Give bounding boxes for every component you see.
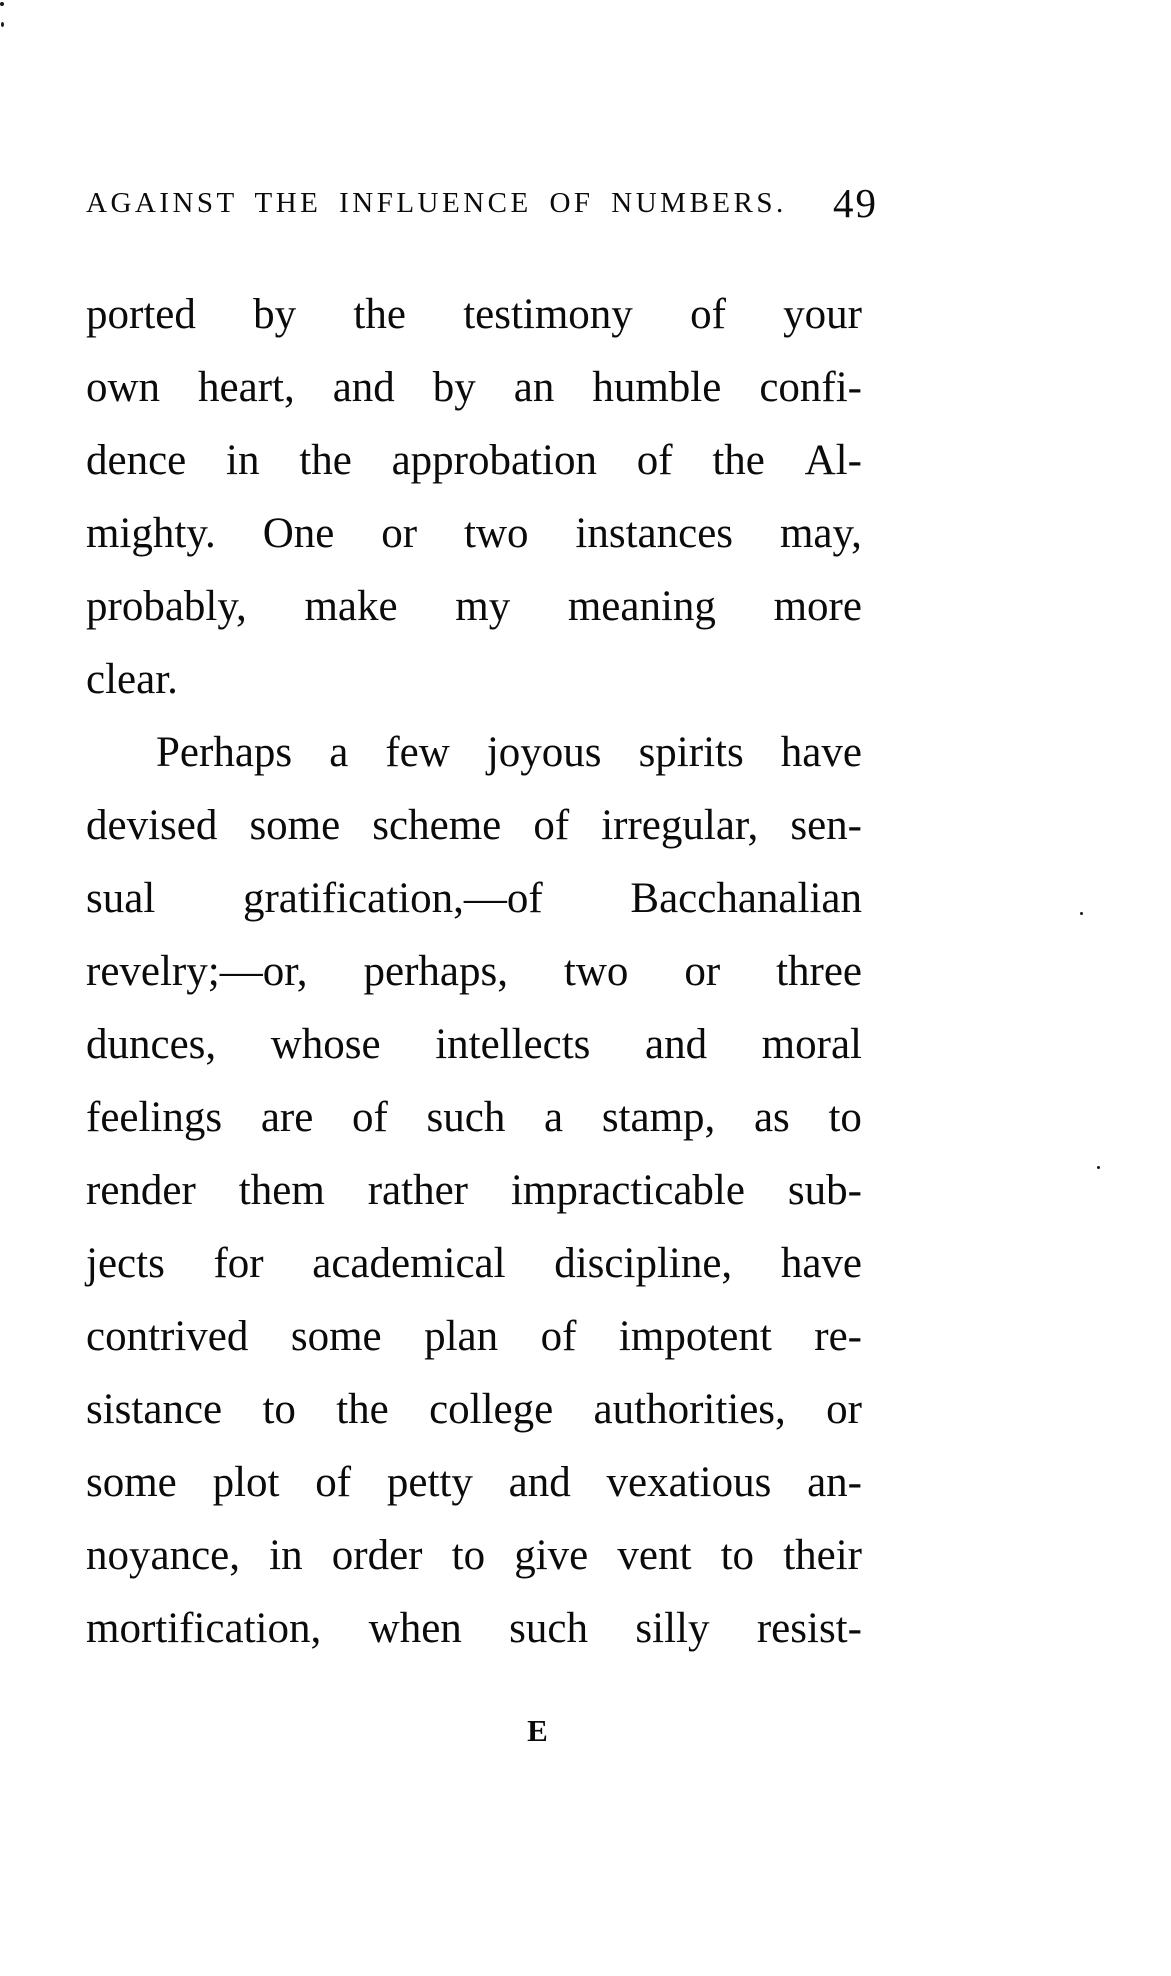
word: Al- <box>804 437 862 484</box>
scan-speck <box>1080 912 1083 915</box>
text-block <box>86 174 878 1757</box>
signature-mark: E <box>527 1713 549 1748</box>
word: order <box>331 1532 423 1579</box>
word: more <box>773 583 862 630</box>
word: of <box>352 1094 388 1141</box>
word: authorities, <box>593 1386 786 1433</box>
word: three <box>776 948 862 995</box>
word: resist- <box>756 1605 862 1652</box>
word: or <box>826 1386 862 1433</box>
word: spirits <box>638 729 744 776</box>
scan-speck <box>1097 1166 1100 1169</box>
word: to <box>828 1094 862 1141</box>
word: and <box>332 364 395 411</box>
signature-line <box>86 1711 862 1757</box>
word: and <box>508 1459 571 1506</box>
word: a <box>544 1094 564 1141</box>
word: sual <box>86 875 156 922</box>
text-line <box>86 1373 862 1446</box>
word: sub- <box>787 1167 862 1214</box>
word: of <box>540 1313 577 1360</box>
word: of <box>533 802 570 849</box>
text-line <box>86 1300 862 1373</box>
word: to <box>262 1386 296 1433</box>
word: some <box>290 1313 382 1360</box>
text-line <box>86 497 862 570</box>
word: in <box>226 437 260 484</box>
word: testimony <box>463 291 633 338</box>
running-title: AGAINST THE INFLUENCE OF NUMBERS. <box>86 187 787 219</box>
word: approbation <box>391 437 597 484</box>
text-line <box>86 1446 862 1519</box>
word: whose <box>270 1021 381 1068</box>
word: irregular, <box>601 802 759 849</box>
text-line <box>86 1008 862 1081</box>
word: two <box>464 510 529 557</box>
word: own <box>86 364 161 411</box>
word: an- <box>807 1459 862 1506</box>
word: joyous <box>486 729 602 776</box>
word: instances <box>575 510 734 557</box>
word: the <box>712 437 765 484</box>
word: discipline, <box>554 1240 733 1287</box>
text-line <box>86 643 862 716</box>
word: One <box>262 510 335 557</box>
word: the <box>299 437 352 484</box>
text-line <box>86 570 862 643</box>
text-line <box>86 278 862 351</box>
word: give <box>514 1532 589 1579</box>
word: an <box>513 364 555 411</box>
text-line <box>86 1592 862 1665</box>
word: confi- <box>759 364 862 411</box>
word: plot <box>212 1459 280 1506</box>
word: moral <box>761 1021 862 1068</box>
word: my <box>455 583 511 630</box>
word: some <box>249 802 341 849</box>
word: have <box>780 1240 862 1287</box>
word: devised <box>86 802 218 849</box>
word: such <box>426 1094 506 1141</box>
word: of <box>315 1459 352 1506</box>
word: have <box>780 729 862 776</box>
word: noyance, <box>86 1532 241 1579</box>
word: dence <box>86 437 187 484</box>
word: your <box>783 291 862 338</box>
word: a <box>329 729 349 776</box>
text-line <box>86 789 862 862</box>
word: sistance <box>86 1386 223 1433</box>
text-line <box>86 1081 862 1154</box>
word: humble <box>592 364 722 411</box>
word: impotent <box>618 1313 772 1360</box>
word: to <box>451 1532 486 1579</box>
word: stamp, <box>601 1094 716 1141</box>
word: some <box>86 1459 177 1506</box>
word: scheme <box>372 802 502 849</box>
word: vexatious <box>606 1459 772 1506</box>
word: meaning <box>567 583 716 630</box>
word: jects <box>86 1240 165 1287</box>
word: them <box>238 1167 325 1214</box>
word: are <box>260 1094 314 1141</box>
word: dunces, <box>86 1021 217 1068</box>
text-line <box>86 424 862 497</box>
word: render <box>86 1167 196 1214</box>
word: few <box>385 729 450 776</box>
word: rather <box>367 1167 468 1214</box>
text-line <box>86 1154 862 1227</box>
page-number: 49 <box>833 180 878 226</box>
word: of <box>690 291 726 338</box>
page-body <box>86 278 862 1665</box>
word: vent <box>617 1532 692 1579</box>
word: by <box>432 364 476 411</box>
word: of <box>636 437 673 484</box>
word: mighty. <box>86 510 216 557</box>
word: probably, <box>86 583 247 630</box>
running-header <box>86 174 878 226</box>
word: silly <box>635 1605 710 1652</box>
word: by <box>253 291 297 338</box>
word: intellects <box>435 1021 591 1068</box>
word: feelings <box>86 1094 223 1141</box>
text-line <box>86 1227 862 1300</box>
scan-speck <box>1 22 4 27</box>
word: the <box>336 1386 389 1433</box>
word: such <box>509 1605 588 1652</box>
word: their <box>783 1532 862 1579</box>
text-line <box>86 862 862 935</box>
word: to <box>720 1532 755 1579</box>
word: Bacchanalian <box>630 875 862 922</box>
word: college <box>429 1386 554 1433</box>
word: revelry;—or, <box>86 948 308 995</box>
word: when <box>368 1605 462 1652</box>
text-line <box>86 935 862 1008</box>
word: two <box>563 948 629 995</box>
word: make <box>304 583 398 630</box>
word: clear. <box>86 656 178 703</box>
word: mortification, <box>86 1605 322 1652</box>
word: heart, <box>198 364 295 411</box>
word: or <box>684 948 721 995</box>
word: may, <box>779 510 862 557</box>
word: contrived <box>86 1313 249 1360</box>
word: sen- <box>790 802 862 849</box>
scan-speck <box>0 2 4 6</box>
word: ported <box>86 291 196 338</box>
word: academical <box>312 1240 506 1287</box>
word: gratification,—of <box>242 875 543 922</box>
text-line <box>86 1519 862 1592</box>
word: impracticable <box>510 1167 745 1214</box>
word: Perhaps <box>156 729 293 776</box>
word: as <box>753 1094 790 1141</box>
text-line <box>86 351 862 424</box>
word: for <box>213 1240 264 1287</box>
word: perhaps, <box>363 948 508 995</box>
word: petty <box>386 1459 473 1506</box>
text-line <box>86 716 862 789</box>
word: in <box>269 1532 303 1579</box>
word: re- <box>814 1313 862 1360</box>
word: plan <box>424 1313 499 1360</box>
word: or <box>381 510 418 557</box>
word: the <box>353 291 406 338</box>
word: and <box>645 1021 708 1068</box>
